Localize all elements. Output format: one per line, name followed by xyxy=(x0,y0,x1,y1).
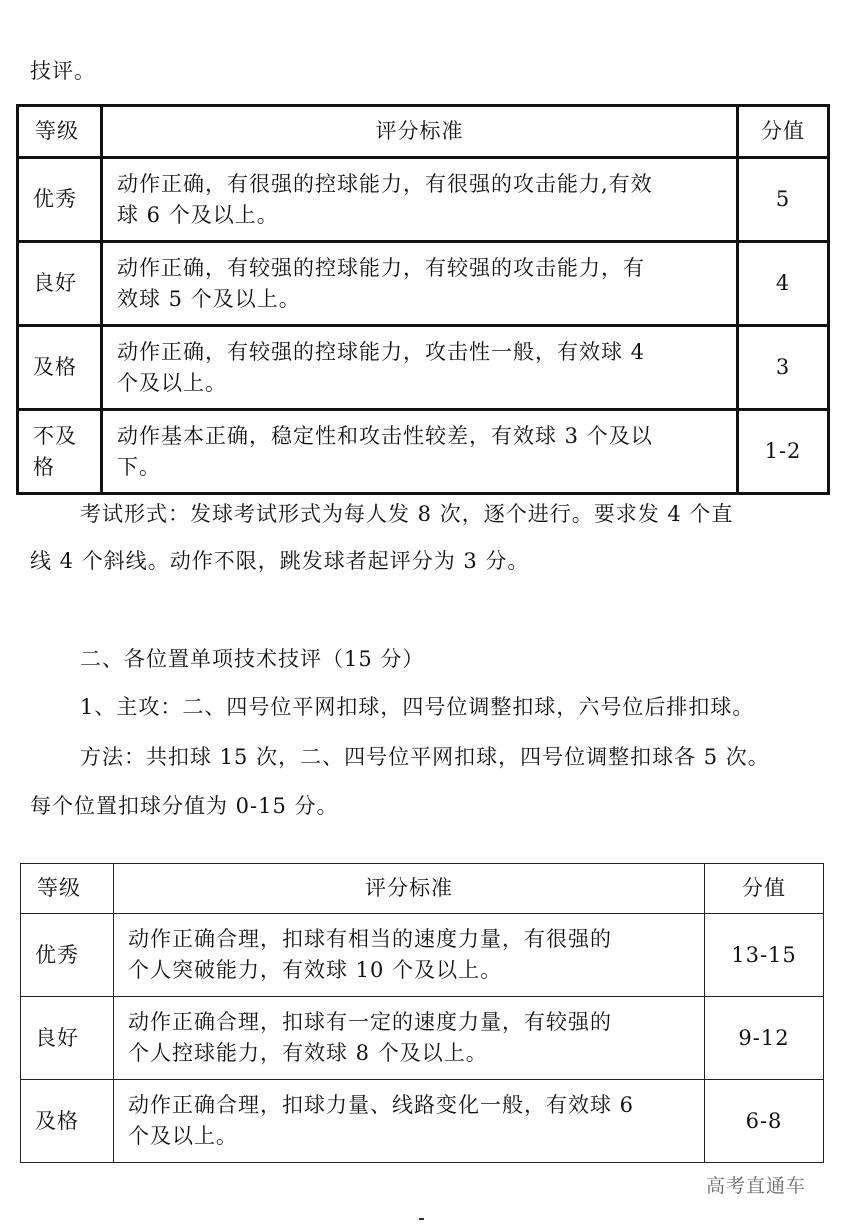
serve-scoring-table xyxy=(16,104,830,495)
score-cell: 5 xyxy=(738,158,829,242)
criteria-line: 下。 xyxy=(117,454,161,479)
criteria-line: 个及以上。 xyxy=(117,370,227,395)
score-cell: 3 xyxy=(738,326,829,410)
section-2-title: 二、各位置单项技术技评（15 分） xyxy=(80,647,425,671)
grade-cell: 优秀 xyxy=(18,158,102,242)
header-score: 分值 xyxy=(705,864,824,914)
criteria-cell xyxy=(114,1080,705,1163)
section-2-method-line-1: 方法：共扣球 15 次，二、四号位平网扣球，四号位调整扣球各 5 次。 xyxy=(80,745,770,769)
criteria-cell xyxy=(102,410,738,494)
table-header-row xyxy=(18,106,829,158)
grade-cell: 良好 xyxy=(21,997,114,1080)
header-grade: 等级 xyxy=(18,106,102,158)
grade-cell: 及格 xyxy=(21,1080,114,1163)
criteria-line: 动作正确合理，扣球有相当的速度力量，有很强的 xyxy=(128,927,612,951)
score-cell: 13-15 xyxy=(705,914,824,997)
header-criteria: 评分标准 xyxy=(114,864,705,914)
score-cell: 6-8 xyxy=(705,1080,824,1163)
criteria-line: 动作正确，有较强的控球能力，攻击性一般，有效球 4 xyxy=(117,339,646,364)
table-header-row xyxy=(21,864,824,914)
table-row xyxy=(18,410,829,494)
table-row xyxy=(21,914,824,997)
page-number-mark xyxy=(419,1218,424,1220)
header-score: 分值 xyxy=(738,106,829,158)
exam-format-line-1: 考试形式：发球考试形式为每人发 8 次，逐个进行。要求发 4 个直 xyxy=(80,502,734,526)
criteria-cell xyxy=(114,997,705,1080)
criteria-line: 动作正确，有较强的控球能力，有较强的攻击能力，有 xyxy=(117,255,645,280)
spike-scoring-table xyxy=(20,863,824,1163)
criteria-cell xyxy=(102,158,738,242)
table-row xyxy=(21,1080,824,1163)
grade-line: 格 xyxy=(33,454,55,479)
table-row xyxy=(21,997,824,1080)
criteria-line: 个人控球能力，有效球 8 个及以上。 xyxy=(128,1041,488,1065)
criteria-cell xyxy=(102,326,738,410)
exam-format-line-2: 线 4 个斜线。动作不限，跳发球者起评分为 3 分。 xyxy=(30,549,530,573)
grade-line: 不及 xyxy=(33,423,77,448)
section-2-item-1: 1、主攻：二、四号位平网扣球，四号位调整扣球，六号位后排扣球。 xyxy=(80,695,755,719)
criteria-line: 动作基本正确，稳定性和攻击性较差，有效球 3 个及以 xyxy=(117,423,653,448)
header-grade: 等级 xyxy=(21,864,114,914)
grade-cell: 良好 xyxy=(18,242,102,326)
criteria-cell xyxy=(114,914,705,997)
criteria-cell xyxy=(102,242,738,326)
criteria-line: 效球 5 个及以上。 xyxy=(117,286,301,311)
score-cell: 9-12 xyxy=(705,997,824,1080)
header-criteria: 评分标准 xyxy=(102,106,738,158)
intro-fragment: 技评。 xyxy=(30,59,96,83)
table-row xyxy=(18,326,829,410)
score-cell: 1-2 xyxy=(738,410,829,494)
table-row xyxy=(18,158,829,242)
criteria-line: 动作正确合理，扣球力量、线路变化一般，有效球 6 xyxy=(128,1093,635,1117)
grade-cell xyxy=(18,410,102,494)
criteria-line: 球 6 个及以上。 xyxy=(117,202,279,227)
grade-cell: 及格 xyxy=(18,326,102,410)
criteria-line: 动作正确合理，扣球有一定的速度力量，有较强的 xyxy=(128,1010,612,1034)
grade-cell: 优秀 xyxy=(21,914,114,997)
table-row xyxy=(18,242,829,326)
section-2-method-line-2: 每个位置扣球分值为 0-15 分。 xyxy=(30,794,339,818)
criteria-line: 个及以上。 xyxy=(128,1124,238,1148)
score-cell: 4 xyxy=(738,242,829,326)
criteria-line: 动作正确，有很强的控球能力，有很强的攻击能力,有效 xyxy=(117,171,653,196)
watermark: 高考直通车 xyxy=(706,1175,807,1197)
criteria-line: 个人突破能力，有效球 10 个及以上。 xyxy=(128,958,503,982)
